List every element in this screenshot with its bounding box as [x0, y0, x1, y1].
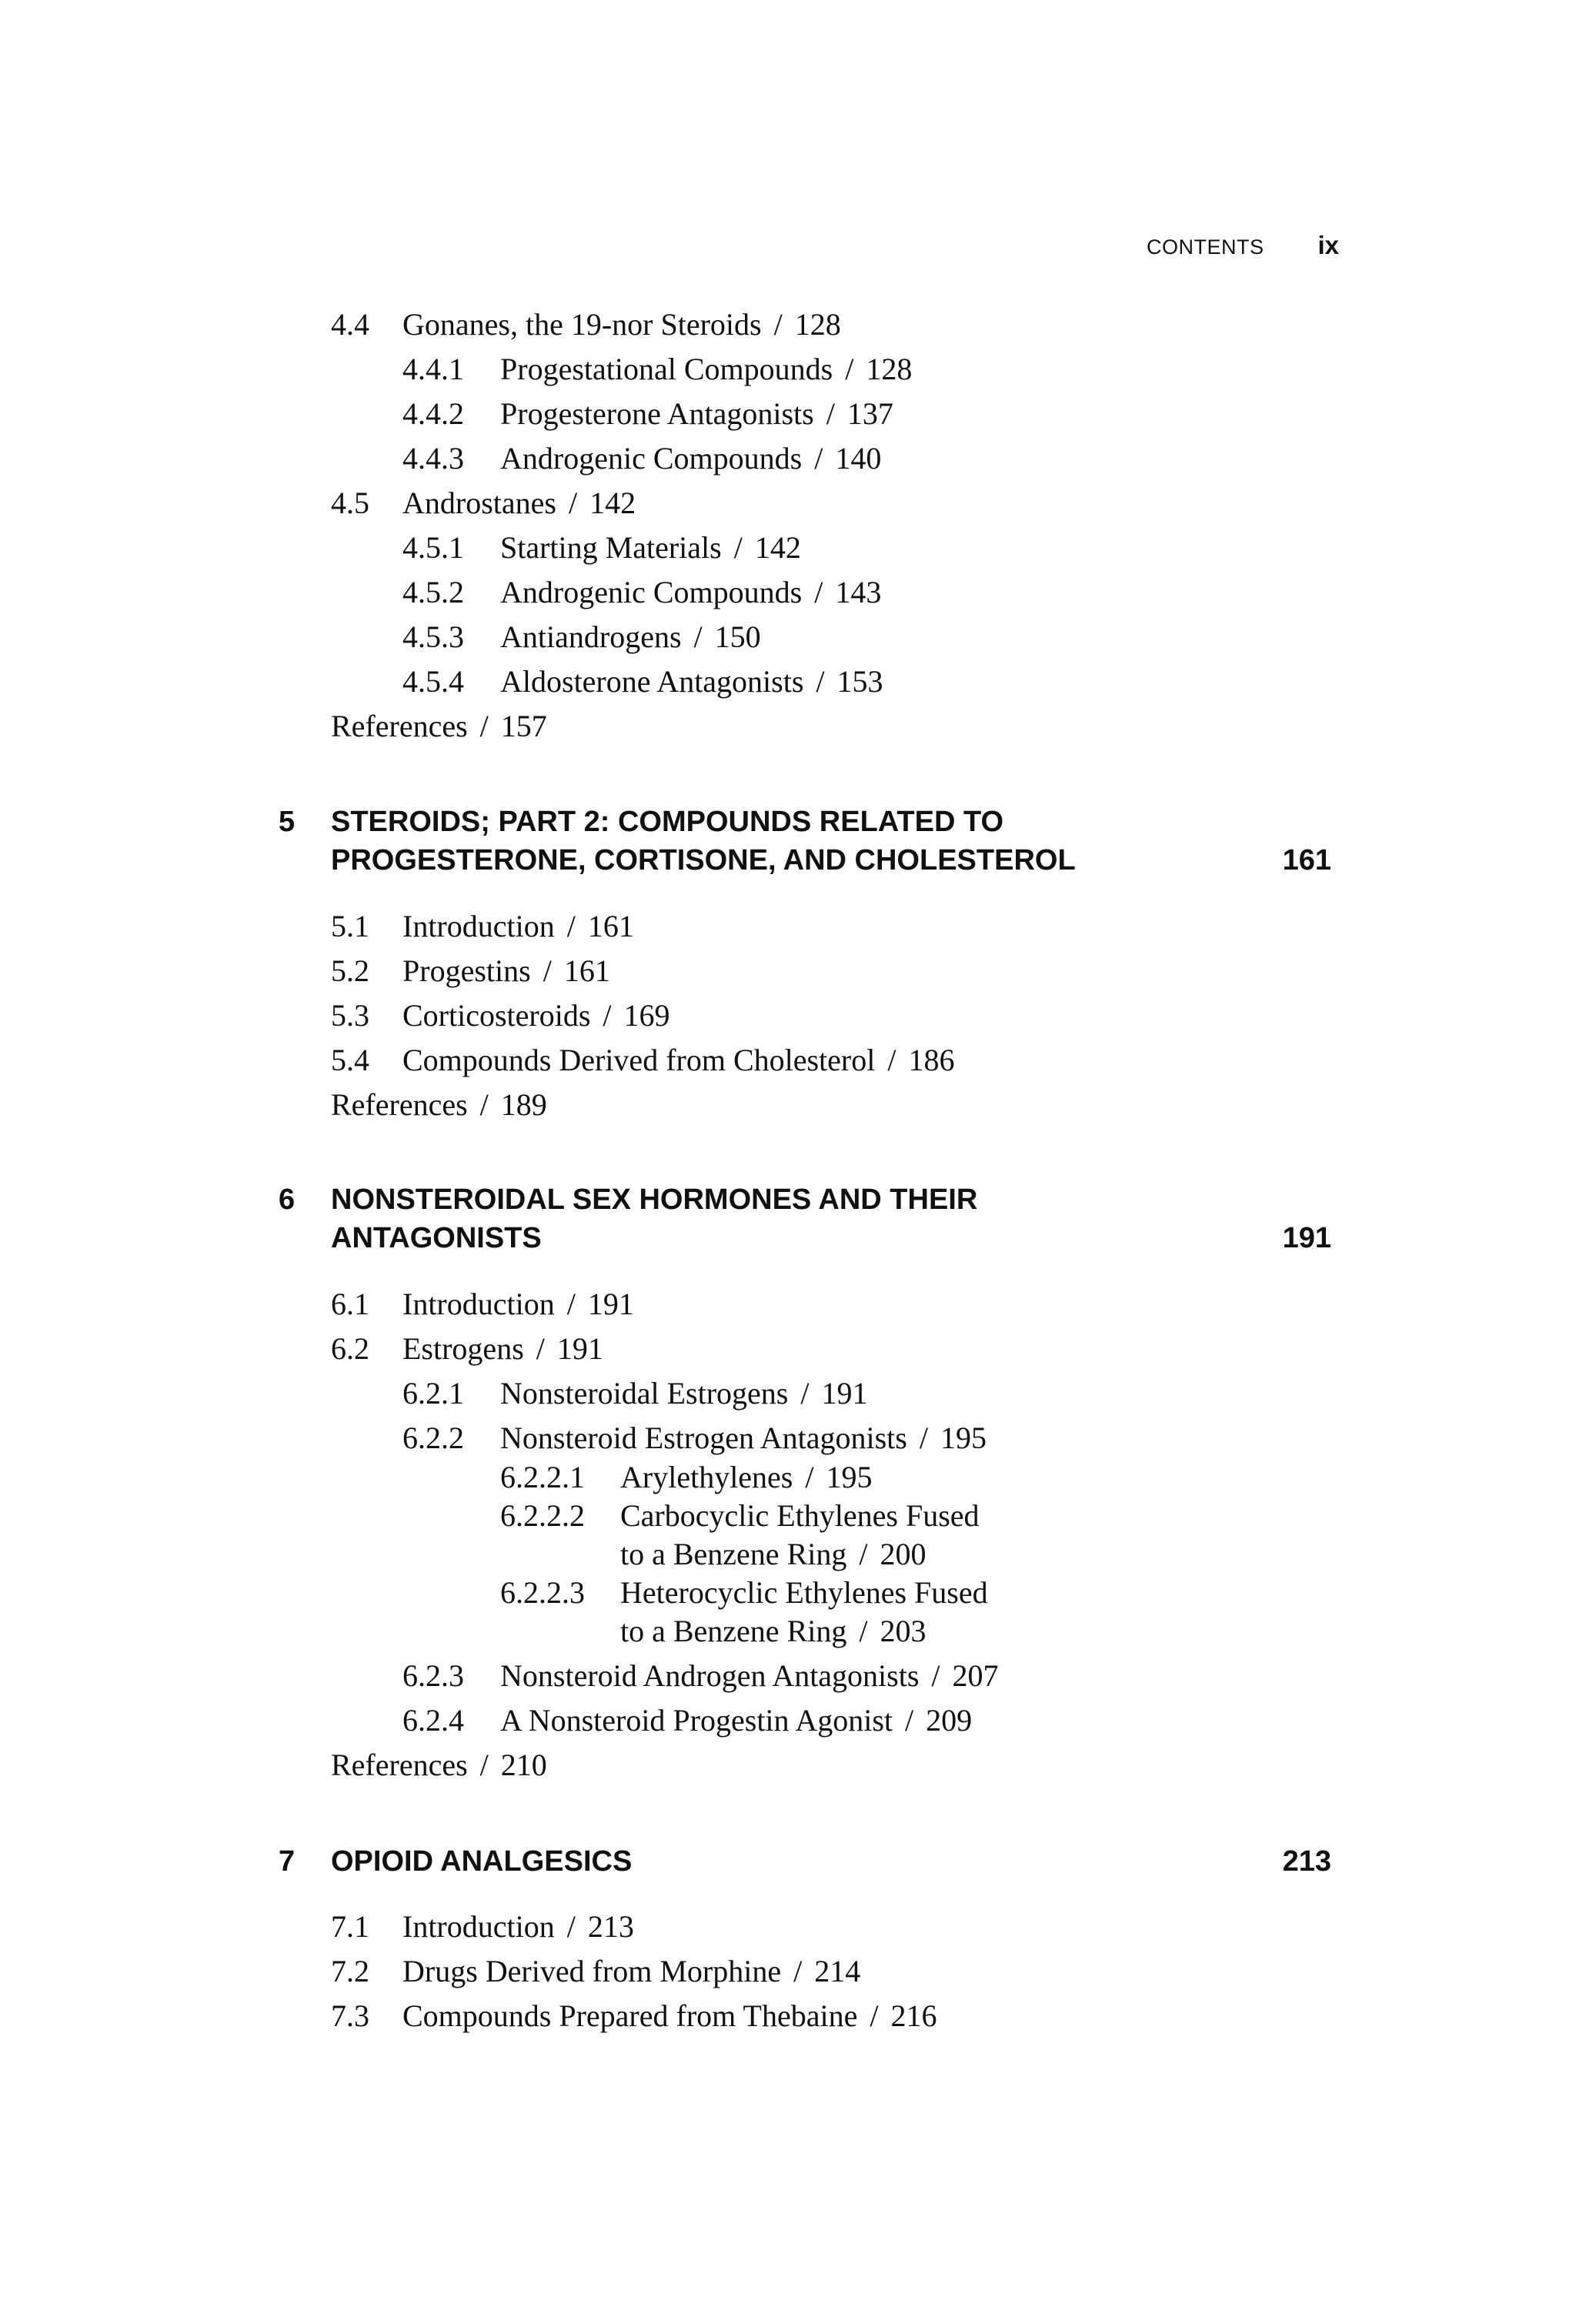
entry-number: 6.2.2.3: [500, 1575, 585, 1610]
entry-page: 195: [940, 1421, 987, 1455]
entry-separator: /: [905, 1703, 914, 1738]
entry-title: Progestins: [402, 953, 531, 988]
entry-separator: /: [733, 530, 743, 565]
entry-title: Progestational Compounds: [500, 352, 833, 386]
entry-page: 169: [623, 998, 670, 1033]
entry-page: 137: [846, 396, 893, 431]
entry-number: 4.4: [331, 307, 369, 342]
entry-title: to a Benzene Ring: [620, 1614, 847, 1648]
entry-title: References: [331, 1087, 468, 1122]
chapter-number: 5: [279, 806, 295, 838]
entry-separator: /: [566, 1909, 576, 1944]
entry-title: Drugs Derived from Morphine: [402, 1954, 782, 1988]
entry-title: References: [331, 1748, 468, 1782]
entry-separator: /: [543, 953, 552, 988]
entry-page: 191: [821, 1376, 868, 1411]
entry-page: 186: [908, 1043, 955, 1077]
entry-number: 6.2.2: [402, 1421, 464, 1455]
entry-page: 191: [587, 1287, 634, 1321]
entry-page: 207: [952, 1658, 999, 1693]
entry-title: Starting Materials: [500, 530, 722, 565]
entry-title: Compounds Prepared from Thebaine: [402, 1998, 858, 2033]
chapter-title-line2: PROGESTERONE, CORTISONE, AND CHOLESTEROL: [331, 844, 1076, 876]
entry-title: A Nonsteroid Progestin Agonist: [500, 1703, 893, 1738]
entry-title: Nonsteroid Androgen Antagonists: [500, 1658, 920, 1693]
entry-number: 4.5.4: [402, 664, 464, 699]
entry-page: 161: [563, 953, 610, 988]
entry-number: 6.2.1: [402, 1376, 464, 1411]
entry-title: References: [331, 709, 468, 743]
entry-title: Introduction: [402, 1909, 555, 1944]
entry-page: 203: [880, 1614, 927, 1648]
entry-title: Androgenic Compounds: [500, 575, 803, 609]
entry-title: Androgenic Compounds: [500, 441, 803, 476]
entry-page: 157: [500, 709, 547, 743]
running-head: [1147, 231, 1339, 260]
entry-number: 5.1: [331, 909, 369, 943]
entry-number: 6.2.4: [402, 1703, 464, 1738]
entry-number: 4.5.2: [402, 575, 464, 609]
running-head-label: CONTENTS: [1147, 235, 1264, 259]
entry-separator: /: [845, 352, 854, 386]
entry-title: Heterocyclic Ethylenes Fused: [620, 1575, 988, 1610]
entry-title: Estrogens: [402, 1331, 524, 1366]
entry-number: 4.5.3: [402, 619, 464, 654]
entry-separator: /: [826, 396, 835, 431]
entry-number: 6.1: [331, 1287, 369, 1321]
entry-separator: /: [603, 998, 612, 1033]
entry-title: Progesterone Antagonists: [500, 396, 814, 431]
entry-title: Aldosterone Antagonists: [500, 664, 804, 699]
chapter-title-line1: STEROIDS; PART 2: COMPOUNDS RELATED TO: [331, 806, 1004, 838]
entry-separator: /: [805, 1460, 814, 1494]
entry-title: Introduction: [402, 909, 555, 943]
entry-number: 7.3: [331, 1998, 369, 2033]
entry-page: 210: [500, 1748, 547, 1782]
entry-separator: /: [566, 909, 576, 943]
entry-number: 5.2: [331, 953, 369, 988]
entry-separator: /: [536, 1331, 545, 1366]
entry-title: to a Benzene Ring: [620, 1537, 847, 1571]
entry-title: Arylethylenes: [620, 1460, 793, 1494]
entry-number: 4.5.1: [402, 530, 464, 565]
entry-separator: /: [568, 486, 578, 520]
entry-title: Corticosteroids: [402, 998, 591, 1033]
entry-number: 4.4.2: [402, 396, 464, 431]
entry-separator: /: [859, 1614, 868, 1648]
entry-page: 216: [890, 1998, 937, 2033]
entry-page: 140: [835, 441, 882, 476]
entry-page: 195: [826, 1460, 873, 1494]
entry-title: Introduction: [402, 1287, 555, 1321]
entry-page: 153: [836, 664, 883, 699]
chapter-title-line2: ANTAGONISTS: [331, 1222, 542, 1254]
entry-separator: /: [919, 1421, 928, 1455]
entry-title: Nonsteroidal Estrogens: [500, 1376, 789, 1411]
entry-separator: /: [566, 1287, 576, 1321]
entry-page: 200: [880, 1537, 927, 1571]
entry-number: 6.2: [331, 1331, 369, 1366]
entry-page: 214: [814, 1954, 861, 1988]
chapter-number: 6: [279, 1184, 295, 1216]
entry-separator: /: [773, 307, 783, 342]
entry-page: 161: [587, 909, 634, 943]
entry-number: 4.4.3: [402, 441, 464, 476]
entry-number: 5.4: [331, 1043, 369, 1077]
entry-number: 4.5: [331, 486, 369, 520]
entry-separator: /: [931, 1658, 940, 1693]
entry-number: 6.2.2.1: [500, 1460, 585, 1494]
entry-number: 7.2: [331, 1954, 369, 1988]
entry-page: 128: [866, 352, 913, 386]
entry-separator: /: [693, 619, 703, 654]
entry-separator: /: [800, 1376, 810, 1411]
chapter-page: 161: [1282, 844, 1331, 876]
entry-number: 4.4.1: [402, 352, 464, 386]
chapter-title-line1: NONSTEROIDAL SEX HORMONES AND THEIR: [331, 1184, 978, 1216]
entry-separator: /: [814, 441, 823, 476]
entry-page: 209: [926, 1703, 973, 1738]
entry-separator: /: [479, 1087, 489, 1122]
entry-page: 189: [500, 1087, 547, 1122]
entry-separator: /: [814, 575, 823, 609]
running-head-page-number: ix: [1317, 231, 1339, 259]
entry-title: Gonanes, the 19-nor Steroids: [402, 307, 762, 342]
entry-page: 150: [714, 619, 761, 654]
chapter-page: 213: [1282, 1845, 1331, 1878]
chapter-page: 191: [1282, 1222, 1331, 1254]
entry-separator: /: [479, 709, 489, 743]
entry-separator: /: [793, 1954, 803, 1988]
entry-title: Carbocyclic Ethylenes Fused: [620, 1498, 980, 1533]
entry-page: 191: [556, 1331, 603, 1366]
entry-title: Nonsteroid Estrogen Antagonists: [500, 1421, 907, 1455]
entry-separator: /: [479, 1748, 489, 1782]
entry-title: Antiandrogens: [500, 619, 682, 654]
entry-separator: /: [870, 1998, 879, 2033]
entry-separator: /: [887, 1043, 896, 1077]
chapter-title-line1: OPIOID ANALGESICS: [331, 1845, 633, 1878]
entry-title: Androstanes: [402, 486, 556, 520]
entry-title: Compounds Derived from Cholesterol: [402, 1043, 876, 1077]
entry-number: 5.3: [331, 998, 369, 1033]
entry-separator: /: [859, 1537, 868, 1571]
entry-page: 143: [835, 575, 882, 609]
entry-separator: /: [816, 664, 825, 699]
entry-number: 6.2.2.2: [500, 1498, 585, 1533]
chapter-number: 7: [279, 1845, 295, 1878]
entry-page: 142: [589, 486, 636, 520]
entry-page: 142: [754, 530, 801, 565]
entry-number: 7.1: [331, 1909, 369, 1944]
entry-page: 213: [587, 1909, 634, 1944]
entry-page: 128: [794, 307, 841, 342]
entry-number: 6.2.3: [402, 1658, 464, 1693]
